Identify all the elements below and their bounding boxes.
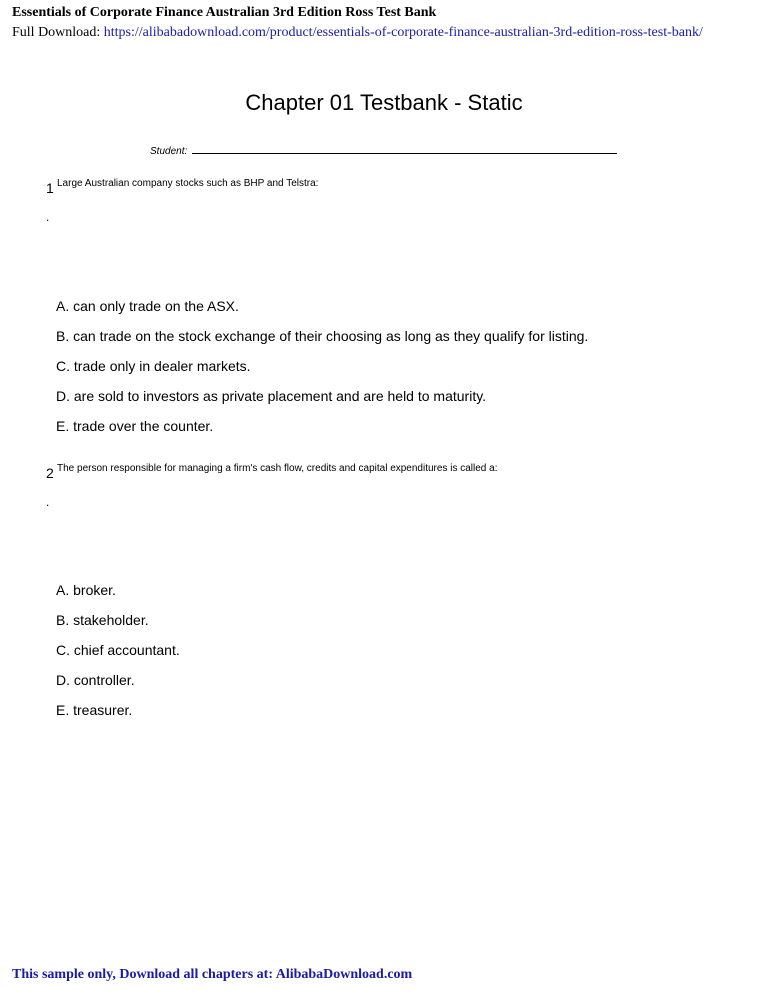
answer-options — [56, 296, 588, 446]
question-text: The person responsible for managing a firm's cash flow, credits and capital expenditures is called a: — [57, 463, 498, 474]
question-dot: . — [46, 210, 50, 224]
full-download-line — [12, 25, 703, 41]
download-link[interactable]: https://alibabadownload.com/product/essentials-of-corporate-finance-australian-3rd-edition-ross-test-bank/ — [103, 25, 703, 40]
student-label: Student: — [150, 146, 191, 157]
answer-option: E. trade over the counter. — [56, 418, 214, 434]
answer-option: E. treasurer. — [56, 702, 133, 718]
answer-option: D. controller. — [56, 672, 135, 688]
document-header-title: Essentials of Corporate Finance Australian 3rd Edition Ross Test Bank — [12, 5, 437, 20]
answer-options — [56, 580, 180, 730]
answer-option: C. trade only in dealer markets. — [56, 358, 251, 374]
student-name-blank — [192, 153, 617, 154]
chapter-title: Chapter 01 Testbank - Static — [245, 90, 523, 115]
footer-download-note: This sample only, Download all chapters at: AlibabaDownload.com — [12, 967, 413, 982]
full-download-label: Full Download: — [12, 25, 104, 40]
answer-option: A. broker. — [56, 582, 116, 598]
student-name-line — [150, 146, 617, 157]
question-text: Large Australian company stocks such as BHP and Telstra: — [57, 178, 319, 189]
answer-option: B. can trade on the stock exchange of their choosing as long as they qualify for listing. — [56, 328, 589, 344]
answer-option: D. are sold to investors as private placement and are held to maturity. — [56, 388, 487, 404]
answer-option: C. chief accountant. — [56, 642, 180, 658]
question-dot: . — [46, 495, 50, 509]
answer-option: B. stakeholder. — [56, 612, 149, 628]
question-number: 2 — [46, 465, 54, 481]
question-number: 1 — [46, 180, 54, 196]
answer-option: A. can only trade on the ASX. — [56, 298, 239, 314]
